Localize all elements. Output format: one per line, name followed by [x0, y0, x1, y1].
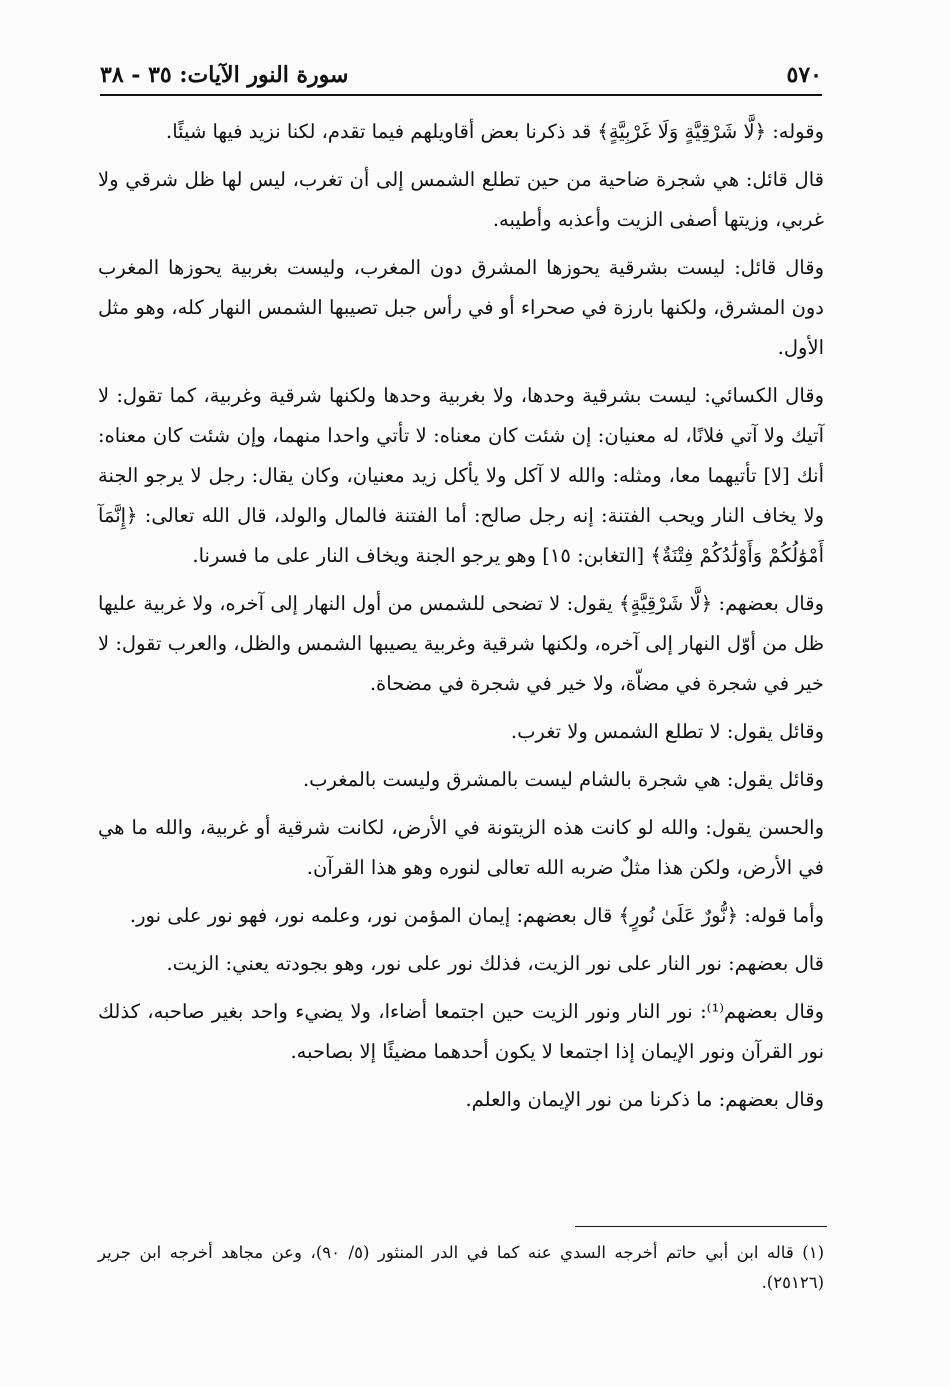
page-header [100, 56, 822, 96]
paragraph: والحسن يقول: والله لو كانت هذه الزيتونة في الأرض، لكانت شرقية أو غربية، والله ما هي في الأرض، ولكن هذا مثلٌ ضربه الله تعالى لنوره وهو هذا القرآن. [98, 816, 824, 879]
footnote-rule [575, 1226, 827, 1227]
running-title: سورة النور الآيات: ٣٥ - ٣٨ [100, 62, 349, 88]
paragraph: قال بعضهم: نور النار على نور الزيت، فذلك نور على نور، وهو بجودته يعني: الزيت. [166, 952, 824, 975]
paragraph: وقال الكسائي: ليست بشرقية وحدها، ولا بغربية وحدها ولكنها شرقية وغربية، كما تقول: لا آتيك ولا آتي فلانًا، له معنيان: إن شئت كان معناه: لا تأتي واحدا منهما، وإن شئت كان معناه: أنك [لا] تأتيهما معا، ومثله: والله لا آكل ولا يأكل زيد معنيان، وكان يقال: رجل لا يرجو الجنة ولا يخاف النار ويحب الفتنة: إنه رجل صالح: أما الفتنة فالمال والولد، قال الله تعالى: ﴿إِنَّمَآ أَمْوَٰلُكُمْ وَأَوْلَٰدُكُمْ فِتْنَةٌ﴾ [التغابن: ١٥] وهو يرجو الجنة ويخاف النار على ما فسرنا. [98, 384, 824, 567]
body-text [98, 112, 824, 1128]
paragraph: وقائل يقول: لا تطلع الشمس ولا تغرب. [510, 720, 824, 743]
paragraph: وأما قوله: ﴿نُّورٌ عَلَىٰ نُورٍ﴾ قال بعضهم: إيمان المؤمن نور، وعلمه نور، فهو نور على نور. [129, 904, 824, 927]
paragraph: وقال بعضهم: ما ذكرنا من نور الإيمان والعلم. [465, 1088, 824, 1111]
paragraph: وقال قائل: ليست بشرقية يحوزها المشرق دون المغرب، وليست بغربية يحوزها المغرب دون المشرق، ولكنها بارزة في صحراء أو في رأس جبل تصيبها الشمس النهار كله، وهو مثل الأول. [98, 256, 824, 359]
paragraph: وقائل يقول: هي شجرة بالشام ليست بالمشرق وليست بالمغرب. [302, 768, 824, 791]
paragraph: وقال بعضهم⁽¹⁾: نور النار ونور الزيت حين اجتمعا أضاءا، ولا يضيء واحد بغير صاحبه، كذلك نور القرآن ونور الإيمان إذا اجتمعا لا يكون أحدهما مضيئًا إلا بصاحبه. [98, 1000, 824, 1063]
page-number: ٥٧٠ [786, 62, 822, 88]
paragraph: قال قائل: هي شجرة ضاحية من حين تطلع الشمس إلى أن تغرب، ليس لها ظل شرقي ولا غربي، وزيتها أصفى الزيت وأعذبه وأطيبه. [98, 168, 824, 231]
paragraph: وقال بعضهم: ﴿لَّا شَرْقِيَّةٍ﴾ يقول: لا تضحى للشمس من أول النهار إلى آخره، ولا غربية عليها ظل من أوّل النهار إلى آخره، ولكنها شرقية وغربية يصيبها الشمس والظل، والعرب تقول: لا خير في شجرة في مضاّة، ولا خير في شجرة في مضحاة. [98, 592, 824, 695]
paragraph: وقوله: ﴿لَّا شَرْقِيَّةٍ وَلَا غَرْبِيَّةٍ﴾ قد ذكرنا بعض أقاويلهم فيما تقدم، لكنا نزيد فيها شيئًا. [166, 120, 824, 143]
footnote: (١) قاله ابن أبي حاتم أخرجه السدي عنه كما في الدر المنثور (٥/ ٩٠)، وعن مجاهد أخرجه ابن جرير (٢٥١٢٦). [98, 1243, 824, 1292]
header-rule [100, 94, 822, 96]
